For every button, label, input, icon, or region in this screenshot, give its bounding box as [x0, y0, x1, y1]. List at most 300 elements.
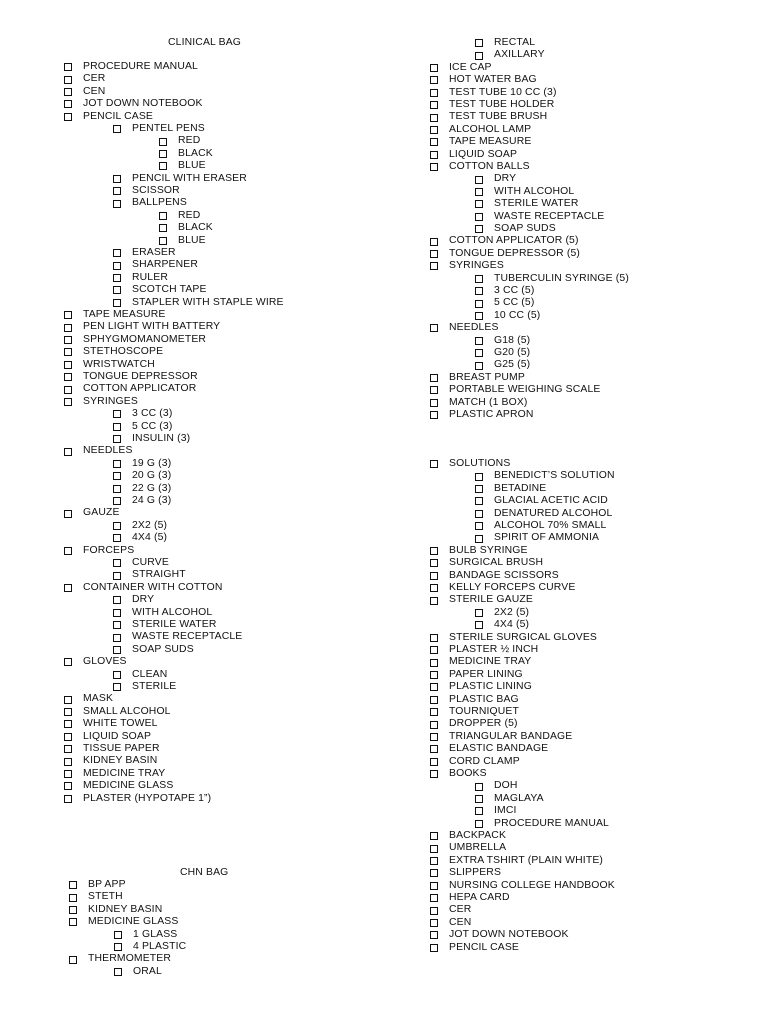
checkbox-icon[interactable] [430, 101, 438, 109]
checklist-item[interactable] [475, 186, 574, 198]
checklist-item[interactable] [113, 470, 171, 482]
checkbox-icon[interactable] [475, 275, 483, 283]
checklist-item[interactable] [113, 297, 284, 309]
checklist-item[interactable] [475, 310, 540, 322]
checklist-item[interactable] [64, 371, 198, 383]
checklist-item[interactable] [113, 259, 198, 271]
checklist-item[interactable] [475, 495, 608, 507]
checkbox-icon[interactable] [430, 659, 438, 667]
checkbox-icon[interactable] [430, 832, 438, 840]
checkbox-icon[interactable] [159, 212, 167, 220]
checklist-item-label: PROCEDURE MANUAL [83, 61, 198, 72]
checkbox-icon[interactable] [430, 845, 438, 853]
checklist-item[interactable] [64, 706, 171, 718]
checklist-item[interactable] [69, 879, 126, 891]
checklist-item[interactable] [64, 768, 165, 780]
checklist-item[interactable] [64, 780, 173, 792]
checkbox-icon[interactable] [113, 460, 121, 468]
checkbox-icon[interactable] [113, 472, 121, 480]
checklist-item[interactable] [64, 346, 163, 358]
checkbox-icon[interactable] [113, 485, 121, 493]
checkbox-icon[interactable] [475, 225, 483, 233]
checkbox-icon[interactable] [475, 312, 483, 320]
checkbox-icon[interactable] [430, 64, 438, 72]
checkbox-icon[interactable] [430, 882, 438, 890]
checkbox-icon[interactable] [475, 795, 483, 803]
checklist-item[interactable] [430, 867, 501, 879]
checkbox-icon[interactable] [430, 708, 438, 716]
checklist-item[interactable] [475, 297, 534, 309]
checklist-item[interactable] [475, 793, 544, 805]
checkbox-icon[interactable] [430, 163, 438, 171]
checkbox-icon[interactable] [430, 584, 438, 592]
checklist-item[interactable] [430, 99, 554, 111]
checkbox-icon[interactable] [430, 547, 438, 555]
checkbox-icon[interactable] [113, 187, 121, 195]
checkbox-icon[interactable] [113, 522, 121, 530]
checklist-item[interactable] [113, 594, 154, 606]
checkbox-icon[interactable] [430, 250, 438, 258]
checkbox-icon[interactable] [64, 348, 72, 356]
checklist-item[interactable] [430, 880, 615, 892]
checklist-item[interactable] [430, 557, 543, 569]
checkbox-icon[interactable] [159, 237, 167, 245]
checklist-item[interactable] [430, 161, 530, 173]
checkbox-icon[interactable] [113, 572, 121, 580]
checklist-item[interactable] [430, 322, 499, 334]
checkbox-icon[interactable] [430, 597, 438, 605]
checklist-item[interactable] [113, 173, 247, 185]
checklist-item[interactable] [430, 855, 603, 867]
checkbox-icon[interactable] [475, 213, 483, 221]
checkbox-icon[interactable] [113, 671, 121, 679]
checklist-item[interactable] [430, 632, 597, 644]
checkbox-icon[interactable] [114, 931, 122, 939]
checklist-item[interactable] [430, 74, 537, 86]
checkbox-icon[interactable] [64, 510, 72, 518]
checkbox-icon[interactable] [159, 162, 167, 170]
checklist-item-label: BLACK [178, 222, 213, 234]
checkbox-icon[interactable] [430, 721, 438, 729]
checklist-item-label: SOLUTIONS [449, 458, 511, 469]
checklist-item[interactable] [430, 756, 520, 768]
checklist-item[interactable] [430, 87, 557, 99]
checklist-item[interactable] [475, 49, 545, 61]
checklist-item[interactable] [475, 818, 609, 830]
checkbox-icon[interactable] [69, 906, 77, 914]
checklist-item[interactable] [430, 929, 569, 941]
checklist-item[interactable] [430, 570, 559, 582]
checklist-item-label: NEEDLES [449, 322, 499, 334]
checklist-item[interactable] [114, 966, 162, 978]
checklist-item[interactable] [430, 904, 471, 916]
checkbox-icon[interactable] [69, 894, 77, 902]
checkbox-icon[interactable] [475, 609, 483, 617]
checklist-item-label: STERILE [132, 681, 177, 692]
checklist-item[interactable] [430, 397, 528, 409]
checkbox-icon[interactable] [64, 745, 72, 753]
checklist-item[interactable] [64, 582, 223, 594]
checklist-item[interactable] [113, 669, 167, 681]
checklist-item[interactable] [113, 644, 194, 656]
checkbox-icon[interactable] [430, 733, 438, 741]
checklist-item[interactable] [159, 135, 200, 147]
checklist-item[interactable] [430, 136, 531, 148]
checklist-item[interactable] [430, 768, 487, 780]
checklist-item[interactable] [430, 124, 531, 136]
checkbox-icon[interactable] [430, 460, 438, 468]
checkbox-icon[interactable] [64, 733, 72, 741]
checklist-item[interactable] [430, 372, 525, 384]
checklist-item[interactable] [113, 247, 176, 259]
checklist-item[interactable] [113, 495, 171, 507]
checklist-item[interactable] [475, 37, 535, 49]
checkbox-icon[interactable] [64, 584, 72, 592]
checklist-item[interactable] [64, 309, 165, 321]
checkbox-icon[interactable] [475, 621, 483, 629]
checklist-item[interactable] [64, 731, 151, 743]
checkbox-icon[interactable] [113, 596, 121, 604]
checklist-item[interactable] [475, 198, 579, 210]
checkbox-icon[interactable] [69, 956, 77, 964]
checklist-item[interactable] [64, 73, 105, 85]
checklist-item[interactable] [430, 545, 528, 557]
checkbox-icon[interactable] [430, 114, 438, 122]
checklist-item[interactable] [64, 98, 203, 110]
checklist-item-label: SMALL ALCOHOL [83, 705, 171, 717]
checkbox-icon[interactable] [64, 311, 72, 319]
checklist-item[interactable] [430, 718, 518, 730]
checkbox-icon[interactable] [159, 138, 167, 146]
checklist-item-label: PROCEDURE MANUAL [494, 817, 609, 829]
checkbox-icon[interactable] [430, 126, 438, 134]
checkbox-icon[interactable] [113, 249, 121, 257]
checklist-item-label: IMCI [494, 805, 517, 817]
checklist-item[interactable] [159, 235, 206, 247]
checkbox-icon[interactable] [113, 286, 121, 294]
checkbox-icon[interactable] [475, 362, 483, 370]
checkbox-icon[interactable] [113, 559, 121, 567]
checkbox-icon[interactable] [64, 336, 72, 344]
checklist-item[interactable] [430, 842, 506, 854]
checklist-item[interactable] [64, 321, 220, 333]
checklist-item[interactable] [475, 223, 556, 235]
checklist-item[interactable] [430, 917, 471, 929]
checkbox-icon[interactable] [69, 881, 77, 889]
checkbox-icon[interactable] [475, 535, 483, 543]
checkbox-icon[interactable] [64, 770, 72, 778]
checklist-item[interactable] [69, 916, 178, 928]
checklist-item[interactable] [113, 520, 167, 532]
checklist-item[interactable] [159, 210, 200, 222]
checklist-item-label: GLACIAL ACETIC ACID [494, 495, 608, 507]
checklist-item[interactable] [64, 718, 158, 730]
checklist-item[interactable] [475, 335, 530, 347]
checkbox-icon[interactable] [430, 138, 438, 146]
checklist-item[interactable] [114, 941, 186, 953]
checklist-item[interactable] [113, 681, 176, 693]
checkbox-icon[interactable] [64, 720, 72, 728]
checkbox-icon[interactable] [64, 100, 72, 108]
checkbox-icon[interactable] [430, 758, 438, 766]
checklist-item[interactable] [64, 86, 105, 98]
checkbox-icon[interactable] [430, 634, 438, 642]
checklist-item[interactable] [430, 248, 580, 260]
checklist-item[interactable] [475, 359, 530, 371]
checklist-item[interactable] [69, 891, 123, 903]
checklist-item[interactable] [113, 532, 167, 544]
checklist-item[interactable] [430, 111, 547, 123]
checklist-item[interactable] [430, 669, 523, 681]
checkbox-icon[interactable] [430, 671, 438, 679]
checkbox-icon[interactable] [114, 943, 122, 951]
checklist-item[interactable] [113, 408, 172, 420]
checkbox-icon[interactable] [430, 944, 438, 952]
checkbox-icon[interactable] [475, 200, 483, 208]
checklist-item[interactable] [475, 273, 629, 285]
checklist-item[interactable] [430, 384, 600, 396]
checkbox-icon[interactable] [113, 125, 121, 133]
checklist-item[interactable] [159, 222, 213, 234]
checklist-item[interactable] [64, 793, 211, 805]
checkbox-icon[interactable] [430, 238, 438, 246]
checkbox-icon[interactable] [475, 39, 483, 47]
checkbox-icon[interactable] [113, 634, 121, 642]
checkbox-icon[interactable] [475, 52, 483, 60]
checklist-item[interactable] [113, 197, 187, 209]
checklist-item-label: CLEAN [132, 668, 168, 680]
checkbox-icon[interactable] [430, 857, 438, 865]
checklist-item[interactable] [64, 755, 157, 767]
checklist-item[interactable] [475, 532, 599, 544]
checklist-item[interactable] [475, 508, 612, 520]
checkbox-icon[interactable] [475, 783, 483, 791]
checklist-item[interactable] [475, 211, 604, 223]
checkbox-icon[interactable] [64, 386, 72, 394]
checkbox-icon[interactable] [113, 534, 121, 542]
checklist-item[interactable] [430, 830, 506, 842]
checkbox-icon[interactable] [114, 968, 122, 976]
checklist-item[interactable] [64, 743, 160, 755]
checkbox-icon[interactable] [475, 497, 483, 505]
checklist-item[interactable] [64, 545, 134, 557]
checkbox-icon[interactable] [430, 683, 438, 691]
checkbox-icon[interactable] [475, 807, 483, 815]
checkbox-icon[interactable] [475, 473, 483, 481]
checkbox-icon[interactable] [64, 76, 72, 84]
checkbox-icon[interactable] [475, 510, 483, 518]
checkbox-icon[interactable] [64, 658, 72, 666]
checklist-item-label: EXTRA TSHIRT (PLAIN WHITE) [449, 854, 604, 866]
checklist-item[interactable] [430, 731, 572, 743]
checkbox-icon[interactable] [64, 324, 72, 332]
checklist-item[interactable] [159, 148, 213, 160]
checklist-item[interactable] [113, 272, 168, 284]
checklist-item[interactable] [113, 631, 242, 643]
checklist-item[interactable] [475, 805, 517, 817]
checklist-item[interactable] [430, 582, 575, 594]
checklist-item[interactable] [69, 953, 171, 965]
checklist-item[interactable] [64, 111, 153, 123]
checklist-item-label: TEST TUBE BRUSH [449, 111, 548, 123]
checklist-item[interactable] [475, 483, 546, 495]
checklist-item[interactable] [113, 421, 172, 433]
checkbox-icon[interactable] [113, 609, 121, 617]
checklist-item[interactable] [475, 173, 516, 185]
checklist-item[interactable] [475, 607, 529, 619]
checkbox-icon[interactable] [475, 349, 483, 357]
checklist-item[interactable] [64, 334, 206, 346]
checkbox-icon[interactable] [430, 931, 438, 939]
checkbox-icon[interactable] [64, 795, 72, 803]
checklist-item[interactable] [430, 892, 510, 904]
checkbox-icon[interactable] [113, 683, 121, 691]
checkbox-icon[interactable] [430, 907, 438, 915]
checklist-item[interactable] [475, 347, 530, 359]
checkbox-icon[interactable] [64, 708, 72, 716]
checkbox-icon[interactable] [64, 398, 72, 406]
checkbox-icon[interactable] [430, 869, 438, 877]
checkbox-icon[interactable] [430, 411, 438, 419]
checklist-item[interactable] [113, 569, 186, 581]
checkbox-icon[interactable] [113, 299, 121, 307]
checklist-item[interactable] [430, 235, 579, 247]
checklist-item[interactable] [430, 594, 533, 606]
checklist-item[interactable] [64, 396, 138, 408]
checklist-item[interactable] [64, 693, 113, 705]
checkbox-icon[interactable] [64, 547, 72, 555]
checkbox-icon[interactable] [64, 782, 72, 790]
checkbox-icon[interactable] [113, 621, 121, 629]
checklist-item[interactable] [430, 62, 492, 74]
checklist-item[interactable] [113, 557, 169, 569]
checklist-item[interactable] [113, 619, 217, 631]
checkbox-icon[interactable] [113, 497, 121, 505]
checkbox-icon[interactable] [430, 386, 438, 394]
checklist-item[interactable] [475, 285, 534, 297]
checkbox-icon[interactable] [430, 894, 438, 902]
checklist-item[interactable] [159, 160, 206, 172]
checklist-item-label: NURSING COLLEGE HANDBOOK [449, 879, 615, 891]
checkbox-icon[interactable] [113, 423, 121, 431]
checkbox-icon[interactable] [475, 287, 483, 295]
checklist-item[interactable] [113, 483, 171, 495]
checklist-item[interactable] [475, 619, 529, 631]
checklist-item[interactable] [430, 149, 517, 161]
checklist-item[interactable] [430, 694, 519, 706]
checkbox-icon[interactable] [430, 399, 438, 407]
checklist-item[interactable] [64, 656, 127, 668]
checkbox-icon[interactable] [475, 188, 483, 196]
checklist-item-label: MEDICINE TRAY [83, 767, 166, 779]
checklist-item-label: BOOKS [449, 768, 487, 779]
checklist-item[interactable] [113, 185, 180, 197]
checkbox-icon[interactable] [430, 572, 438, 580]
checklist-item[interactable] [430, 644, 538, 656]
checklist-item[interactable] [430, 942, 519, 954]
checklist-item[interactable] [475, 780, 518, 792]
checklist-item-label: G18 (5) [494, 334, 531, 346]
checkbox-icon[interactable] [159, 224, 167, 232]
checklist-item[interactable] [113, 433, 190, 445]
checklist-item[interactable] [64, 507, 120, 519]
checkbox-icon[interactable] [430, 262, 438, 270]
checkbox-icon[interactable] [113, 262, 121, 270]
checklist-item[interactable] [64, 445, 133, 457]
checklist-item[interactable] [114, 929, 177, 941]
checkbox-icon[interactable] [64, 361, 72, 369]
checkbox-icon[interactable] [113, 646, 121, 654]
checklist-item[interactable] [69, 904, 162, 916]
checklist-item[interactable] [430, 743, 548, 755]
checkbox-icon[interactable] [64, 113, 72, 121]
checkbox-icon[interactable] [64, 63, 72, 71]
checkbox-icon[interactable] [113, 274, 121, 282]
checkbox-icon[interactable] [430, 324, 438, 332]
checkbox-icon[interactable] [430, 559, 438, 567]
checklist-item-label: SYRINGES [83, 395, 138, 407]
checkbox-icon[interactable] [430, 770, 438, 778]
checklist-item-label: BP APP [88, 879, 126, 890]
checkbox-icon[interactable] [475, 176, 483, 184]
checklist-item[interactable] [113, 607, 212, 619]
checkbox-icon[interactable] [430, 919, 438, 927]
checklist-item[interactable] [64, 359, 155, 371]
checkbox-icon[interactable] [475, 522, 483, 530]
checkbox-icon[interactable] [64, 758, 72, 766]
checkbox-icon[interactable] [113, 410, 121, 418]
checkbox-icon[interactable] [430, 696, 438, 704]
checkbox-icon[interactable] [64, 448, 72, 456]
checklist-item-label: SCOTCH TAPE [132, 284, 207, 296]
checklist-item[interactable] [430, 706, 519, 718]
checklist-item-label: SCISSOR [132, 185, 180, 196]
checklist-item[interactable] [430, 409, 534, 421]
checklist-item[interactable] [475, 520, 606, 532]
checklist-item-label: PEN LIGHT WITH BATTERY [83, 321, 221, 333]
checkbox-icon[interactable] [430, 646, 438, 654]
checkbox-icon[interactable] [475, 300, 483, 308]
checklist-item[interactable] [64, 383, 196, 395]
checklist-item[interactable] [430, 681, 532, 693]
checkbox-icon[interactable] [475, 485, 483, 493]
checkbox-icon[interactable] [159, 150, 167, 158]
checkbox-icon[interactable] [113, 435, 121, 443]
checkbox-icon[interactable] [64, 373, 72, 381]
checkbox-icon[interactable] [475, 820, 483, 828]
checklist-item[interactable] [113, 123, 205, 135]
checkbox-icon[interactable] [113, 200, 121, 208]
checkbox-icon[interactable] [430, 76, 438, 84]
checklist-item[interactable] [113, 284, 207, 296]
checkbox-icon[interactable] [430, 374, 438, 382]
checklist-item[interactable] [430, 656, 531, 668]
checklist-item[interactable] [430, 260, 504, 272]
checkbox-icon[interactable] [430, 151, 438, 159]
checkbox-icon[interactable] [64, 696, 72, 704]
checklist-item[interactable] [64, 61, 198, 73]
checkbox-icon[interactable] [69, 918, 77, 926]
checklist-item[interactable] [430, 458, 510, 470]
checkbox-icon[interactable] [430, 89, 438, 97]
checkbox-icon[interactable] [430, 745, 438, 753]
checklist-item[interactable] [475, 470, 615, 482]
checklist-item[interactable] [113, 458, 171, 470]
checkbox-icon[interactable] [113, 175, 121, 183]
checklist-item-label: TRIANGULAR BANDAGE [449, 730, 573, 742]
checkbox-icon[interactable] [475, 337, 483, 345]
checkbox-icon[interactable] [64, 88, 72, 96]
